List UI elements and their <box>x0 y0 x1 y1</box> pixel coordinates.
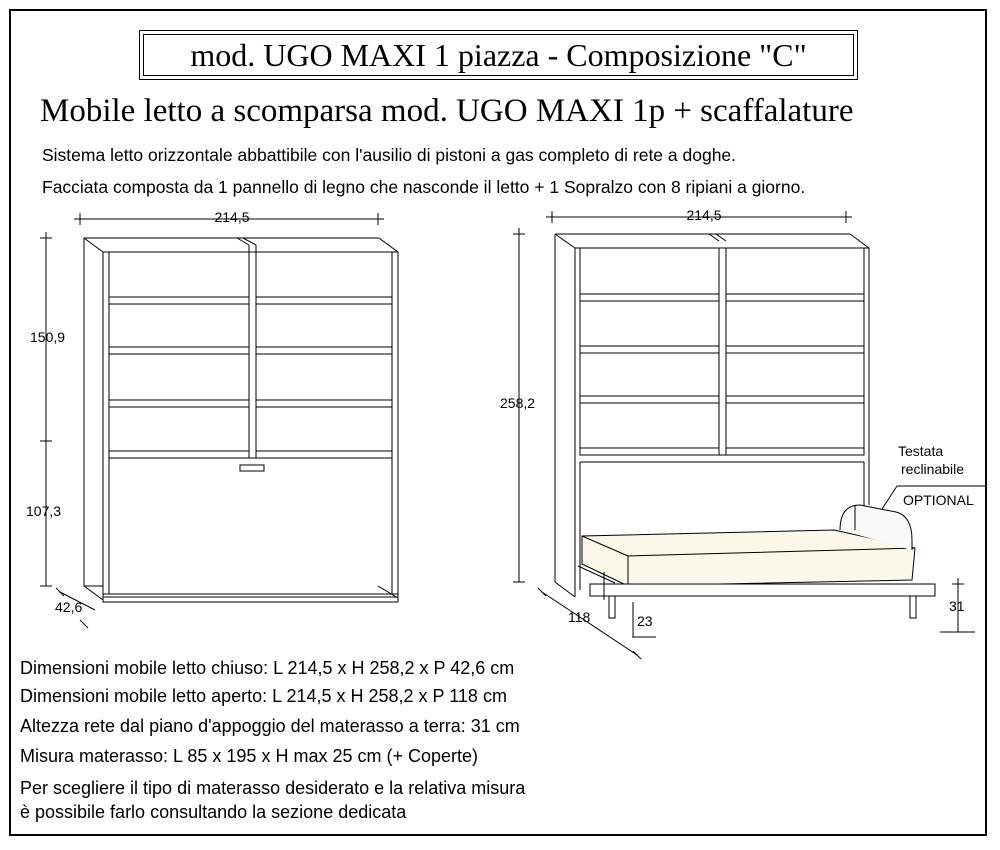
spec-net-height: Altezza rete dal piano d'appoggio del materasso a terra: 31 cm <box>20 716 520 736</box>
product-subtitle: Mobile letto a scomparsa mod. UGO MAXI 1p + scaffalature <box>40 93 854 129</box>
spec-mattress-note-1: Per scegliere il tipo di materasso desiderato e la relativa misura <box>20 778 526 798</box>
closed-bed-drawing <box>26 209 398 628</box>
open-height-label: 258,2 <box>500 395 536 411</box>
page-title: mod. UGO MAXI 1 piazza - Composizione "C" <box>190 37 807 73</box>
closed-width-label: 214,5 <box>214 209 250 225</box>
front-leg <box>609 596 615 618</box>
open-shelves <box>580 294 864 455</box>
closed-upper-height-label: 150,9 <box>30 329 66 345</box>
description-line-2: Facciata composta da 1 pannello di legno che nasconde il letto + 1 Sopralzo con 8 ripiani a giorno. <box>42 177 806 197</box>
open-bed-drawing <box>500 207 985 659</box>
spec-mattress-size: Misura materasso: L 85 x 195 x H max 25 cm (+ Coperte) <box>20 746 479 766</box>
rear-leg <box>910 596 916 618</box>
open-depth-label: 118 <box>568 609 591 625</box>
closed-lower-height-label: 107,3 <box>26 503 62 519</box>
headboard-label-2: reclinabile <box>901 461 965 477</box>
open-width-label: 214,5 <box>686 207 722 223</box>
optional-label: OPTIONAL <box>903 492 974 508</box>
leg-offset-label: 23 <box>637 613 653 629</box>
spec-mattress-note-2: è possibile farlo consultando la sezione dedicata <box>20 802 407 822</box>
closed-shelves <box>109 252 392 458</box>
panel-handle <box>240 465 264 471</box>
spec-open-dimensions: Dimensioni mobile letto aperto: L 214,5 x H 258,2 x P 118 cm <box>20 686 507 706</box>
headboard-label-1: Testata <box>898 443 944 459</box>
description-line-1: Sistema letto orizzontale abbattibile con l'ausilio di pistoni a gas completo di rete a doghe. <box>42 145 737 165</box>
bed-frame <box>590 584 935 596</box>
closed-bed-panel <box>109 458 392 594</box>
mattress <box>582 530 915 586</box>
net-height-label: 31 <box>949 598 965 614</box>
spec-closed-dimensions: Dimensioni mobile letto chiuso: L 214,5 x H 258,2 x P 42,6 cm <box>20 658 515 678</box>
closed-depth-label: 42,6 <box>55 599 83 615</box>
